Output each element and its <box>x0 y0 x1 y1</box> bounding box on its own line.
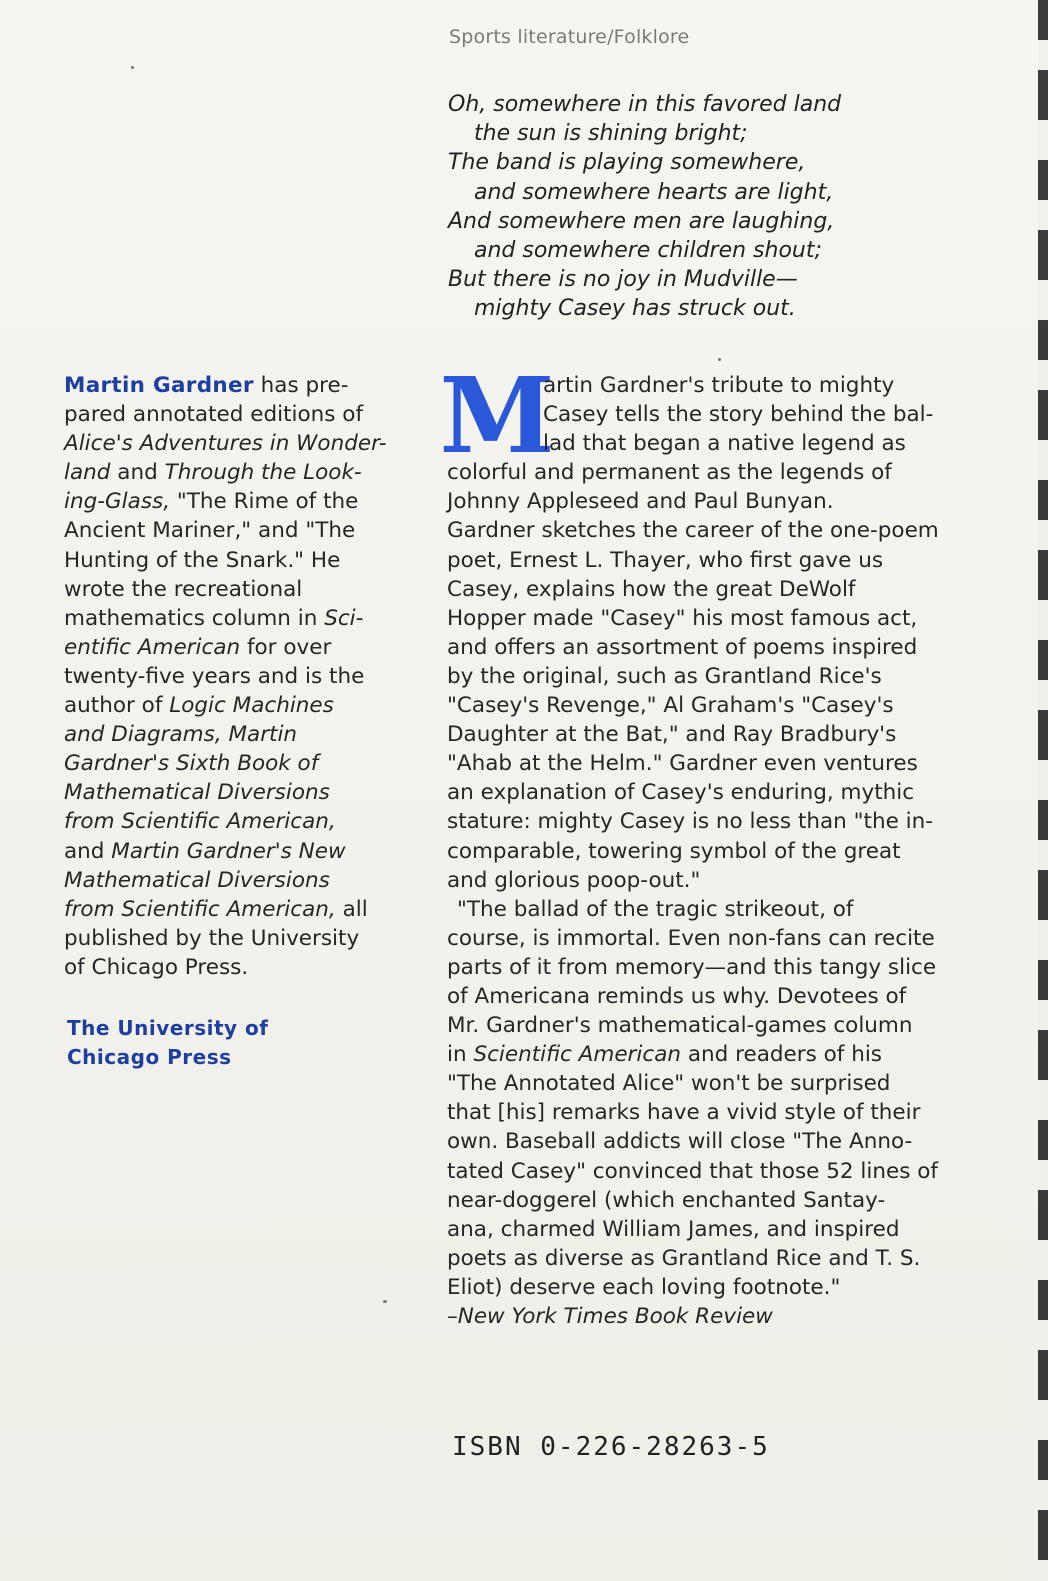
book-description <box>439 354 1007 1331</box>
blurb-line: Daughter at the Bat," and Ray Bradbury's <box>447 722 897 748</box>
bio-line: and Martin Gardner's New <box>64 838 346 864</box>
blurb-line: "Casey's Revenge," Al Graham's "Casey's <box>447 693 894 719</box>
blurb-line: and glorious poop-out." <box>447 867 701 893</box>
blurb-line: an explanation of Casey's enduring, mythic <box>447 780 915 806</box>
cover-edge <box>1038 0 1048 1581</box>
bio-line: and Diagrams, Martin <box>64 722 298 748</box>
bio-line: ing-Glass, "The Rime of the <box>64 489 359 515</box>
blurb-line: "The Annotated Alice" won't be surprised <box>447 1071 891 1097</box>
blurb-line: poets as diverse as Grantland Rice and T. S. <box>447 1245 921 1271</box>
blurb-line: course, is immortal. Even non-fans can recite <box>447 925 935 951</box>
bio-line: wrote the recreational <box>64 576 303 602</box>
blurb-line: "Ahab at the Helm." Gardner even ventures <box>447 751 918 777</box>
bio-line: twenty-five years and is the <box>64 663 365 689</box>
poem-line: But there is no joy in Mudville— <box>448 267 798 293</box>
review-source: –New York Times Book Review <box>447 1304 773 1329</box>
bio-line: entific American for over <box>64 634 332 660</box>
blurb-line: poet, Ernest L. Thayer, who first gave us <box>447 547 884 573</box>
blurb-line: that [his] remarks have a vivid style of their <box>447 1100 921 1126</box>
bio-line: Mathematical Diversions <box>64 867 330 893</box>
publisher-line: The University of <box>67 1016 269 1040</box>
bio-line: pared annotated editions of <box>64 402 364 428</box>
blurb-line: tated Casey" convinced that those 52 lines of <box>447 1158 938 1184</box>
blurb-line: Casey, explains how the great DeWolf <box>447 576 856 602</box>
bio-line: from Scientific American, <box>64 809 336 835</box>
poem-line: The band is playing somewhere, <box>448 150 806 176</box>
blurb-line: parts of it from memory—and this tangy slice <box>447 954 937 980</box>
bio-line: land and Through the Look- <box>64 460 362 486</box>
blurb-line: comparable, towering symbol of the great <box>447 838 901 864</box>
blurb-line: Gardner sketches the career of the one-poem <box>447 518 939 544</box>
bio-line: author of Logic Machines <box>64 693 334 719</box>
author-name: Martin Gardner <box>64 373 254 398</box>
blurb-line: in Scientific American and readers of his <box>447 1042 882 1068</box>
blurb-line: Hopper made "Casey" his most famous act, <box>447 605 918 631</box>
poem-line: mighty Casey has struck out. <box>474 296 796 322</box>
poem-line: And somewhere men are laughing, <box>448 208 835 234</box>
paper-speck <box>718 358 721 361</box>
bio-line: Mathematical Diversions <box>64 780 330 806</box>
bio-line: mathematics column in Sci- <box>64 605 364 631</box>
blurb-line: lad that began a native legend as <box>543 431 906 457</box>
bio-line: Hunting of the Snark." He <box>64 547 341 573</box>
blurb-line: Casey tells the story behind the bal- <box>543 402 934 428</box>
poem-stanza <box>448 90 918 324</box>
blurb-line: near-doggerel (which enchanted Santay- <box>447 1187 886 1213</box>
publisher-line: Chicago Press <box>67 1045 232 1069</box>
author-bio <box>64 371 424 982</box>
poem-line: and somewhere children shout; <box>474 238 822 264</box>
paper-speck <box>383 1300 387 1303</box>
poem-line: and somewhere hearts are light, <box>474 179 834 205</box>
bio-line: Ancient Mariner," and "The <box>64 518 356 544</box>
blurb-line: ana, charmed William James, and inspired <box>447 1216 900 1242</box>
bio-line: Alice's Adventures in Wonder- <box>64 431 387 457</box>
publisher-imprint <box>67 1014 367 1072</box>
bio-line: from Scientific American, all <box>64 896 368 922</box>
blurb-line: Eliot) deserve each loving footnote." <box>447 1274 841 1300</box>
bio-line: published by the University <box>64 925 360 951</box>
bio-line: Gardner's Sixth Book of <box>64 751 319 777</box>
blurb-line: own. Baseball addicts will close "The Anno- <box>447 1129 913 1155</box>
bio-line: Martin Gardner has pre- <box>64 373 349 398</box>
blurb-line: Mr. Gardner's mathematical-games column <box>447 1013 913 1039</box>
category-label: Sports literature/Folklore <box>449 26 690 48</box>
blurb-line: artin Gardner's tribute to mighty <box>543 373 895 398</box>
drop-cap: M <box>439 354 555 477</box>
blurb-line: of Americana reminds us why. Devotees of <box>447 983 907 1009</box>
poem-line: the sun is shining bright; <box>474 121 748 147</box>
blurb-line: and offers an assortment of poems inspired <box>447 634 918 660</box>
bio-line: of Chicago Press. <box>64 954 249 980</box>
poem-line: Oh, somewhere in this favored land <box>448 92 842 117</box>
blurb-line: stature: mighty Casey is no less than "the in- <box>447 809 934 835</box>
paper-speck <box>131 66 134 69</box>
blurb-line: by the original, such as Grantland Rice's <box>447 663 882 689</box>
isbn-number: ISBN 0-226-28263-5 <box>452 1432 770 1462</box>
blurb-line: Johnny Appleseed and Paul Bunyan. <box>447 489 834 515</box>
blurb-line: "The ballad of the tragic strikeout, of <box>457 896 854 922</box>
blurb-line: colorful and permanent as the legends of <box>447 460 892 486</box>
